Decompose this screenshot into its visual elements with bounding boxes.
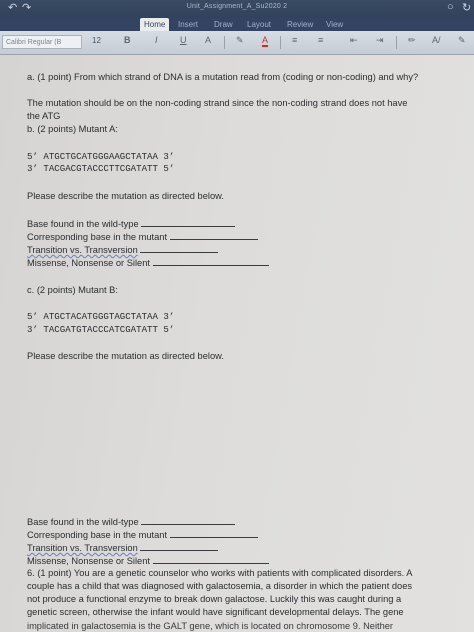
transition-field-1	[27, 244, 218, 256]
question-c: c. (2 points) Mutant B:	[27, 285, 118, 295]
corr-base-label-2: Corresponding base in the mutant	[27, 530, 168, 540]
tab-insert[interactable]: Insert	[178, 20, 199, 29]
numbered-list-icon[interactable]: ≡	[318, 35, 324, 45]
ribbon-tabs	[0, 18, 474, 31]
wt-base-blank-1[interactable]	[141, 218, 235, 227]
transition-field-2	[27, 542, 218, 554]
title-bar	[0, 0, 474, 18]
font-color-button[interactable]: A	[262, 35, 269, 45]
styles-button[interactable]: A/	[432, 35, 441, 45]
missense-label-1: Missense, Nonsense or Silent	[27, 258, 150, 268]
wt-base-field-1	[27, 218, 235, 230]
tab-draw[interactable]: Draw	[214, 20, 233, 29]
question-a: a. (1 point) From which strand of DNA is a mutation read from (coding or non-coding) and why?	[27, 72, 419, 82]
corr-base-label-1: Corresponding bəse in the mutant	[27, 232, 168, 242]
question-6-line3: not produce a functional enzyme to break down galactose. Luckily this was caught during a	[27, 594, 402, 604]
increase-indent-icon[interactable]: ⇥	[376, 35, 384, 45]
describe-prompt-1: Please describe the mutation as directed below.	[27, 191, 224, 201]
mutant-a-strand-5: 5’ ATGCTGCATGGGAAGCTATAA 3’	[27, 151, 175, 162]
document-page[interactable]	[0, 55, 474, 632]
transition-blank-1[interactable]	[140, 244, 218, 253]
more-icon[interactable]: ✎	[458, 35, 466, 45]
corr-base-blank-1[interactable]	[170, 231, 258, 240]
mutant-a-strand-3: 3’ TACGACGTACCCTTCGATATT 5’	[27, 163, 175, 174]
corr-base-blank-2[interactable]	[170, 529, 258, 538]
toolbar-divider	[280, 36, 281, 49]
tab-layout[interactable]: Layout	[247, 20, 272, 29]
mutant-b-strand-3: 3’ TACGATGTACCCATCGATATT 5’	[27, 324, 175, 335]
missense-label-2: Missense, Nonsense or Silent	[27, 556, 150, 566]
answer-a-line2: the ATG	[27, 111, 61, 121]
tab-review[interactable]: Review	[287, 20, 314, 29]
transition-label-2: Transition vs. Transversion	[27, 543, 138, 553]
wt-base-label-1: Base found in the wild-type	[27, 219, 139, 229]
decrease-indent-icon[interactable]: ⇤	[350, 35, 358, 45]
tab-home[interactable]: Home	[140, 18, 169, 31]
italic-button[interactable]: I	[155, 35, 158, 45]
corr-base-field-1	[27, 231, 258, 243]
font-name-select[interactable]: Calibri Regular (B	[2, 35, 82, 49]
tab-view[interactable]: View	[326, 20, 344, 29]
toolbar-divider	[396, 36, 397, 49]
font-size-select[interactable]: 12	[92, 36, 101, 45]
ribbon-toolbar	[0, 31, 474, 55]
wt-base-blank-2[interactable]	[141, 516, 235, 525]
highlighter-icon[interactable]: ✎	[236, 35, 244, 45]
wt-base-label-2: Base found in the wild-type	[27, 517, 139, 527]
transition-label-1: Transition vs. Transversion	[27, 245, 138, 255]
missense-field-1	[27, 257, 269, 269]
answer-a-line1: The mutation should be on the non-coding strand since the non-coding strand does not have	[27, 98, 408, 108]
mutant-b-strand-5: 5’ ATGCTACATGGGTAGCTATAA 3’	[27, 311, 175, 322]
toolbar-divider	[224, 36, 225, 49]
underline-button[interactable]: U	[180, 35, 187, 45]
transition-blank-2[interactable]	[140, 542, 218, 551]
question-b: b. (2 points) Mutant A:	[27, 124, 118, 134]
describe-prompt-2: Please describe the mutation as directed below.	[27, 351, 224, 361]
corr-base-field-2	[27, 529, 258, 541]
bold-button[interactable]: B	[124, 35, 131, 45]
lightbulb-icon[interactable]: ○	[447, 1, 454, 13]
pen-icon[interactable]: ✏	[408, 35, 416, 45]
share-icon[interactable]: ↻	[462, 2, 472, 14]
bullet-list-icon[interactable]: ≡	[292, 35, 298, 45]
question-6-line2: couple has a child that was diagnosed with galactosemia, a disorder in which the patient does	[27, 581, 413, 591]
question-6-line1: 6. (1 point) You are a genetic counselor who works with patients with complicated disorders. A	[27, 568, 413, 578]
missense-blank-1[interactable]	[153, 257, 269, 266]
document-title: Unit_Assignment_A_Su2020 2	[186, 3, 288, 10]
grow-font-button[interactable]: A	[205, 35, 212, 45]
undo-icon[interactable]: ↶	[8, 2, 18, 14]
question-6-line5: implicated in galactosemia is the GALT gene, which is located on chromosome 9. Neither	[27, 621, 394, 631]
wt-base-field-2	[27, 516, 235, 528]
question-6-line4: genetic screen, otherwise the infant would have significant developmental delays. The gene	[27, 607, 404, 617]
redo-icon[interactable]: ↷	[22, 2, 32, 14]
missense-field-2	[27, 555, 269, 567]
missense-blank-2[interactable]	[153, 555, 269, 564]
